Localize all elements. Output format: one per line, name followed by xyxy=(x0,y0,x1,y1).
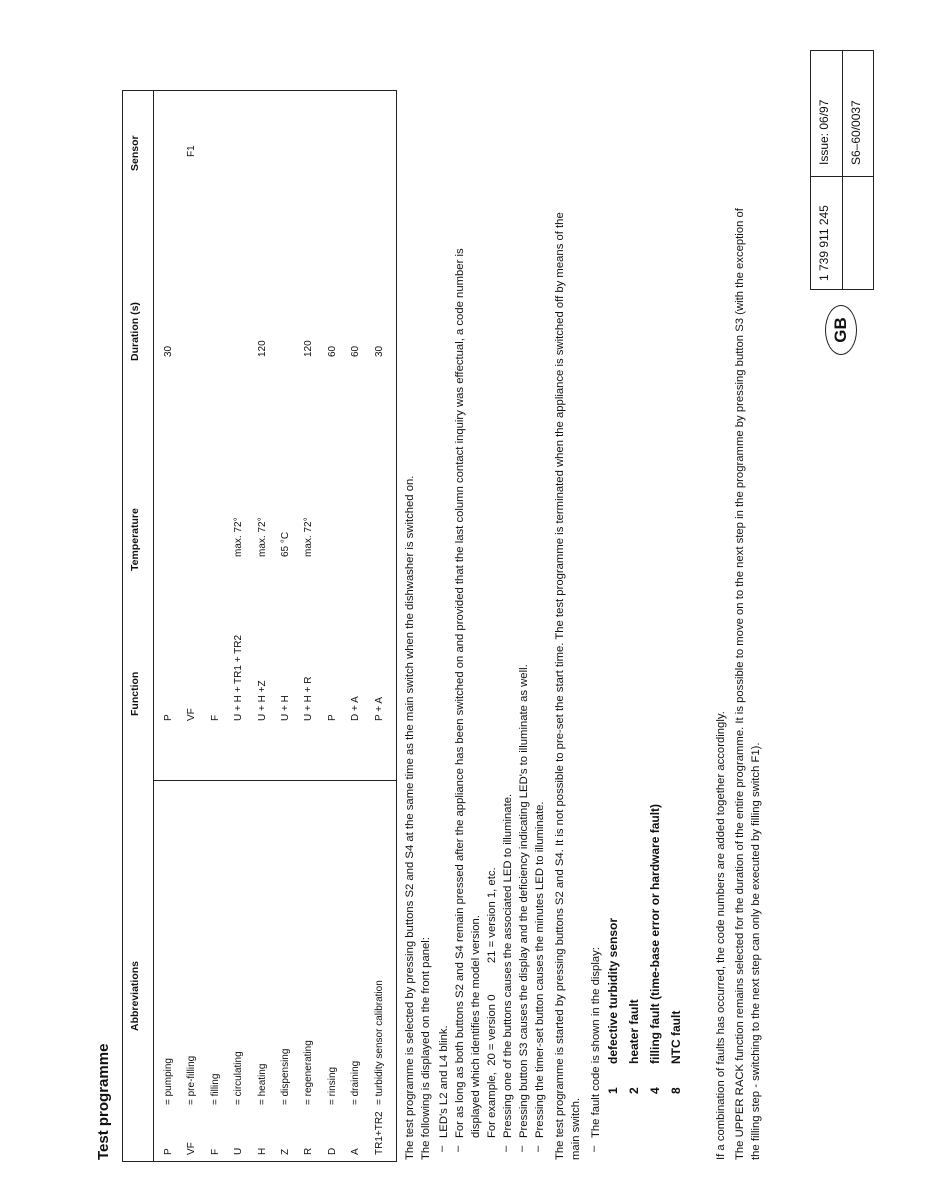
row-code: Z xyxy=(280,1148,291,1155)
row-code: P xyxy=(163,1148,174,1155)
bullet-code-number-cont: displayed which identifies the model version. xyxy=(470,915,482,1138)
row-function: U + H + R xyxy=(303,676,315,721)
bullet-timer-set: Pressing the timer-set button causes the minutes LED to illuminate. xyxy=(534,801,546,1138)
bullet-dash: – xyxy=(588,1145,600,1152)
intro-line-2: The following is displayed on the front panel: xyxy=(420,937,432,1160)
row-code: D xyxy=(326,1147,338,1155)
row-function: U + H + TR1 + TR2 xyxy=(233,634,245,721)
upper-rack-line-1: The UPPER RACK function remains selected for the duration of the entire programme. It is possible to move on to the next step in the programme by pressing button S3 (with the exception of xyxy=(734,208,746,1160)
test-programme-table xyxy=(122,90,397,1162)
row-function: F xyxy=(209,714,221,721)
row-duration: 120 xyxy=(303,340,315,357)
row-description: = filling xyxy=(209,1073,221,1105)
bullet-dash: – xyxy=(500,1145,512,1152)
row-description: = circulating xyxy=(233,1051,245,1105)
bullet-s3-display: Pressing button S3 causes the display and the deficiency indicating LED's to illuminate as well. xyxy=(518,664,530,1138)
row-duration: 30 xyxy=(373,345,385,357)
row-duration: 60 xyxy=(350,345,362,357)
row-description: = pre-filling xyxy=(186,1055,198,1105)
row-function: P xyxy=(163,714,174,721)
row-sensor: F1 xyxy=(186,145,198,157)
row-temperature: max. 72° xyxy=(233,517,245,557)
bullet-dash: – xyxy=(516,1145,528,1152)
header-divider xyxy=(153,91,154,1161)
row-function: VF xyxy=(186,708,198,721)
row-function: U + H +Z xyxy=(256,680,268,721)
fault-intro: The fault code is shown in the display: xyxy=(590,947,602,1138)
row-description: = pumping xyxy=(163,1058,174,1105)
row-description: = regenerating xyxy=(303,1040,315,1105)
column-divider xyxy=(153,780,396,781)
row-code: A xyxy=(350,1148,362,1155)
row-description: = rinsing xyxy=(326,1066,338,1105)
fault-code-number: 8 xyxy=(669,1087,683,1094)
header-abbreviations: Abbreviations xyxy=(129,960,141,1031)
fault-code-number: 1 xyxy=(606,1087,620,1094)
fault-combination-note: If a combination of faults has occurred, the code numbers are added together accordingly. xyxy=(715,711,727,1160)
row-function: P + A xyxy=(373,696,385,721)
start-line-1: The test programme is started by pressing buttons S2 and S4. It is not possible to pre-set the start time. The test programme is terminated when the appliance is switched off by means of the xyxy=(554,212,566,1160)
row-temperature: max. 72° xyxy=(256,517,268,557)
fault-code-description: NTC fault xyxy=(669,1010,683,1064)
start-line-2: main switch. xyxy=(570,1097,582,1160)
upper-rack-line-2: the filling step - switching to the next step can only be executed by filling switch F1). xyxy=(750,742,762,1160)
header-temperature: Temperature xyxy=(129,508,141,571)
fault-code-description: defective turbidity sensor xyxy=(606,917,620,1064)
row-code: TR1+TR2 xyxy=(373,1111,385,1155)
bullet-leds-blink: LED's L2 and L4 blink. xyxy=(438,1025,450,1138)
intro-line-1: The test programme is selected by pressing buttons S2 and S4 at the same time as the main switch when the dishwasher is switched on. xyxy=(404,475,416,1160)
header-function: Function xyxy=(129,671,141,716)
header-duration: Duration (s) xyxy=(129,302,141,361)
country-badge: GB xyxy=(825,305,857,355)
bullet-code-example: For example, 20 = version 0 21 = version 1, etc. xyxy=(486,867,498,1138)
row-function: P xyxy=(326,714,338,721)
header-sensor: Sensor xyxy=(129,135,141,171)
row-code: VF xyxy=(186,1142,198,1155)
bullet-buttons-led: Pressing one of the buttons causes the associated LED to illuminate. xyxy=(502,793,514,1138)
bullet-dash: – xyxy=(436,1145,448,1152)
issue-date: Issue: 06/97 xyxy=(817,99,831,165)
bullet-code-number: For as long as both buttons S2 and S4 remain pressed after the appliance has been switched on and provided that the last column contact inquiry was effectual, a code number is xyxy=(454,248,466,1138)
fault-code-number: 4 xyxy=(648,1087,662,1094)
document-id-box xyxy=(810,50,874,290)
row-temperature: max. 72° xyxy=(303,517,315,557)
fault-code-description: filling fault (time-base error or hardware fault) xyxy=(648,803,662,1064)
row-code: U xyxy=(233,1147,245,1155)
row-code: R xyxy=(303,1147,315,1155)
row-description: = dispensing xyxy=(280,1048,291,1105)
row-description: = draining xyxy=(350,1060,362,1105)
row-duration: 120 xyxy=(256,340,268,357)
fault-code-number: 2 xyxy=(627,1087,641,1094)
page-title: Test programme xyxy=(95,1043,112,1160)
bullet-dash: – xyxy=(532,1145,544,1152)
bullet-dash: – xyxy=(452,1145,464,1152)
part-number: 1 739 911 245 xyxy=(817,205,831,281)
row-description: = turbidity sensor calibration xyxy=(373,980,385,1105)
row-temperature: 65 °C xyxy=(280,531,291,557)
row-description: = heating xyxy=(256,1063,268,1105)
row-function: D + A xyxy=(350,696,362,721)
row-duration: 30 xyxy=(163,345,174,357)
row-code: F xyxy=(209,1148,221,1155)
document-number: S6–60/0037 xyxy=(849,100,863,165)
fault-code-description: heater fault xyxy=(627,999,641,1064)
row-code: H xyxy=(256,1147,268,1155)
row-function: U + H xyxy=(280,695,291,721)
row-duration: 60 xyxy=(326,345,338,357)
